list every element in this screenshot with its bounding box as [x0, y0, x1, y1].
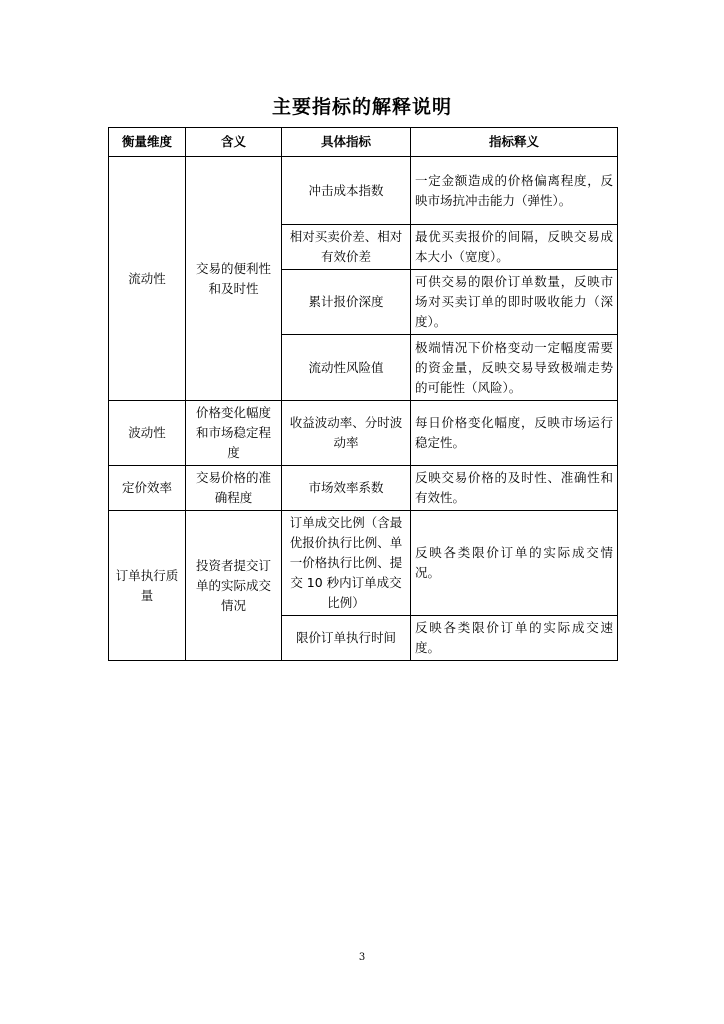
page-title: 主要指标的解释说明	[271, 96, 452, 118]
dimension-cell: 订单执行质量	[109, 511, 186, 661]
explanation-cell: 一定金额造成的价格偏离程度，反映市场抗冲击能力（弹性）。	[411, 157, 618, 225]
header-dimension: 衡量维度	[109, 128, 186, 157]
header-indicator: 具体指标	[282, 128, 411, 157]
explanation-cell: 最优买卖报价的间隔，反映交易成本大小（宽度）。	[411, 225, 618, 270]
page-number: 3	[358, 952, 366, 963]
meaning-cell: 交易价格的准确程度	[186, 466, 282, 511]
indicator-cell: 相对买卖价差、相对有效价差	[282, 225, 411, 270]
dimension-cell: 波动性	[109, 401, 186, 466]
indicator-cell: 累计报价深度	[282, 270, 411, 335]
meaning-cell: 交易的便利性和及时性	[186, 157, 282, 401]
header-explanation: 指标释义	[411, 128, 618, 157]
explanation-cell: 可供交易的限价订单数量，反映市场对买卖订单的即时吸收能力（深度）。	[411, 270, 618, 335]
indicator-cell: 市场效率系数	[282, 466, 411, 511]
meaning-cell: 价格变化幅度和市场稳定程度	[186, 401, 282, 466]
dimension-cell: 定价效率	[109, 466, 186, 511]
table-row	[109, 401, 618, 466]
dimension-cell: 流动性	[109, 157, 186, 401]
indicator-cell: 流动性风险值	[282, 335, 411, 401]
explanation-cell: 每日价格变化幅度，反映市场运行稳定性。	[411, 401, 618, 466]
indicator-cell: 限价订单执行时间	[282, 616, 411, 661]
table-row	[109, 157, 618, 225]
explanation-cell: 反映各类限价订单的实际成交情况。	[411, 511, 618, 616]
indicator-table	[108, 127, 618, 661]
meaning-cell: 投资者提交订单的实际成交情况	[186, 511, 282, 661]
indicator-cell: 订单成交比例（含最优报价执行比例、单一价格执行比例、提交 10 秒内订单成交比例）	[282, 511, 411, 616]
header-meaning: 含义	[186, 128, 282, 157]
table-row	[109, 511, 618, 616]
table-row	[109, 466, 618, 511]
indicator-cell: 冲击成本指数	[282, 157, 411, 225]
explanation-cell: 极端情况下价格变动一定幅度需要的资金量，反映交易导致极端走势的可能性（风险）。	[411, 335, 618, 401]
explanation-cell: 反映各类限价订单的实际成交速度。	[411, 616, 618, 661]
explanation-cell: 反映交易价格的及时性、准确性和有效性。	[411, 466, 618, 511]
table-header-row	[109, 128, 618, 157]
indicator-cell: 收益波动率、分时波动率	[282, 401, 411, 466]
